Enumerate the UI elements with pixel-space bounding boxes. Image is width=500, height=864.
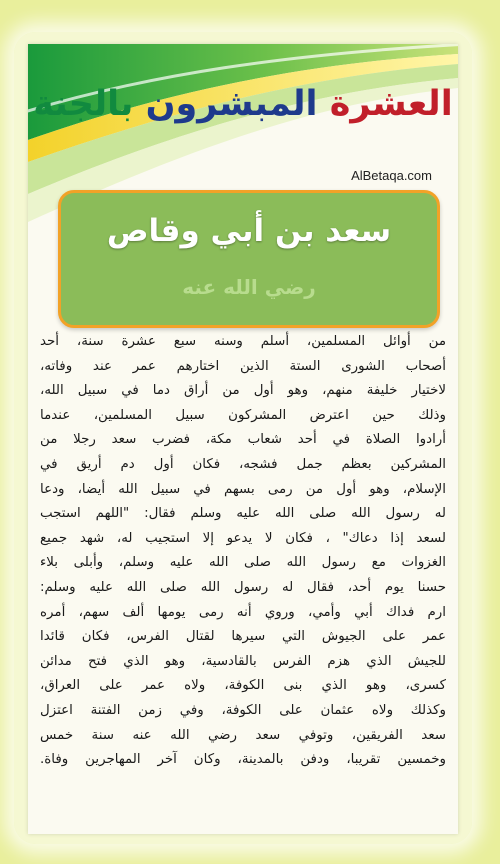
text-line: وخمسين تقريبا، ودفن بالمدينة، وكان آخر المهاجرين وفاة. (40, 752, 446, 768)
text-line: لسعد إذا دعاك" ، فكان لا يدعو إلا استجيب له، شهد جميع (40, 530, 446, 546)
text-line: عمر على الجيوش التي سيرها لقتال الفرس، فكان قائدا (40, 629, 446, 645)
text-line: للجيش الذي هزم الفرس بالقادسية، وهو الذي فتح مدائن (40, 653, 446, 669)
text-line: الإسلام، وهو أول من رمى بسهم في سبيل الله أيضا، ودعا (40, 481, 446, 497)
text-line: وذلك حين اعترض المشركون سبيل المسلمين، عندما (40, 407, 446, 423)
text-line: أرادوا الصلاة في أحد شعاب مكة، فضرب سعد رجلا من (40, 432, 446, 448)
text-line: كسرى، وهو الذي بنى الكوفة، ولاه عمر على العراق، (40, 678, 446, 694)
text-line: له رسول الله صلى الله عليه وسلم فقال: "اللهم استجب (40, 506, 446, 522)
text-line: من أوائل المسلمين، أسلم وسنه سبع عشرة سنة، أحد (40, 334, 446, 349)
text-line: لاختيار خليفة منهم، وهو أول من أراق دما في سبيل الله، (40, 383, 446, 399)
page-title (28, 84, 458, 124)
info-card (28, 44, 458, 834)
text-line: حسنا يوم أحد، فقال له رسول الله صلى الله عليه وسلم: (40, 579, 446, 595)
text-line: ارم فداك أبي وأمي، وروي أنه رمى يومها ألف سهم، أمره (40, 604, 446, 620)
text-line: الغزوات مع رسول الله صلى الله عليه وسلم، وأبلى بلاء (40, 555, 446, 571)
title-word-2: المبشرون (145, 84, 318, 124)
text-line: سعد الفريقين، وتوفي سعد رضي الله عنه سنة خمس (40, 727, 446, 743)
text-line: أصحاب الشورى الستة الذين اختارهم عمر عند وفاته، (40, 358, 446, 374)
text-line: وكذلك ولاه عثمان على الكوفة، وفي زمن الفتنة اعتزل (40, 702, 446, 718)
companion-name: سعد بن أبي وقاص (106, 213, 392, 249)
title-word-3: بالجنة (33, 84, 134, 124)
title-word-1: العشرة (329, 84, 453, 124)
site-watermark: AlBetaqa.com (351, 168, 432, 183)
text-line: المشركين بعظم جمل فشجه، فكان أول دم أريق في (40, 456, 446, 472)
name-banner (58, 190, 440, 328)
biography-text (40, 330, 446, 773)
honorific-text: رضي الله عنه (182, 275, 316, 299)
